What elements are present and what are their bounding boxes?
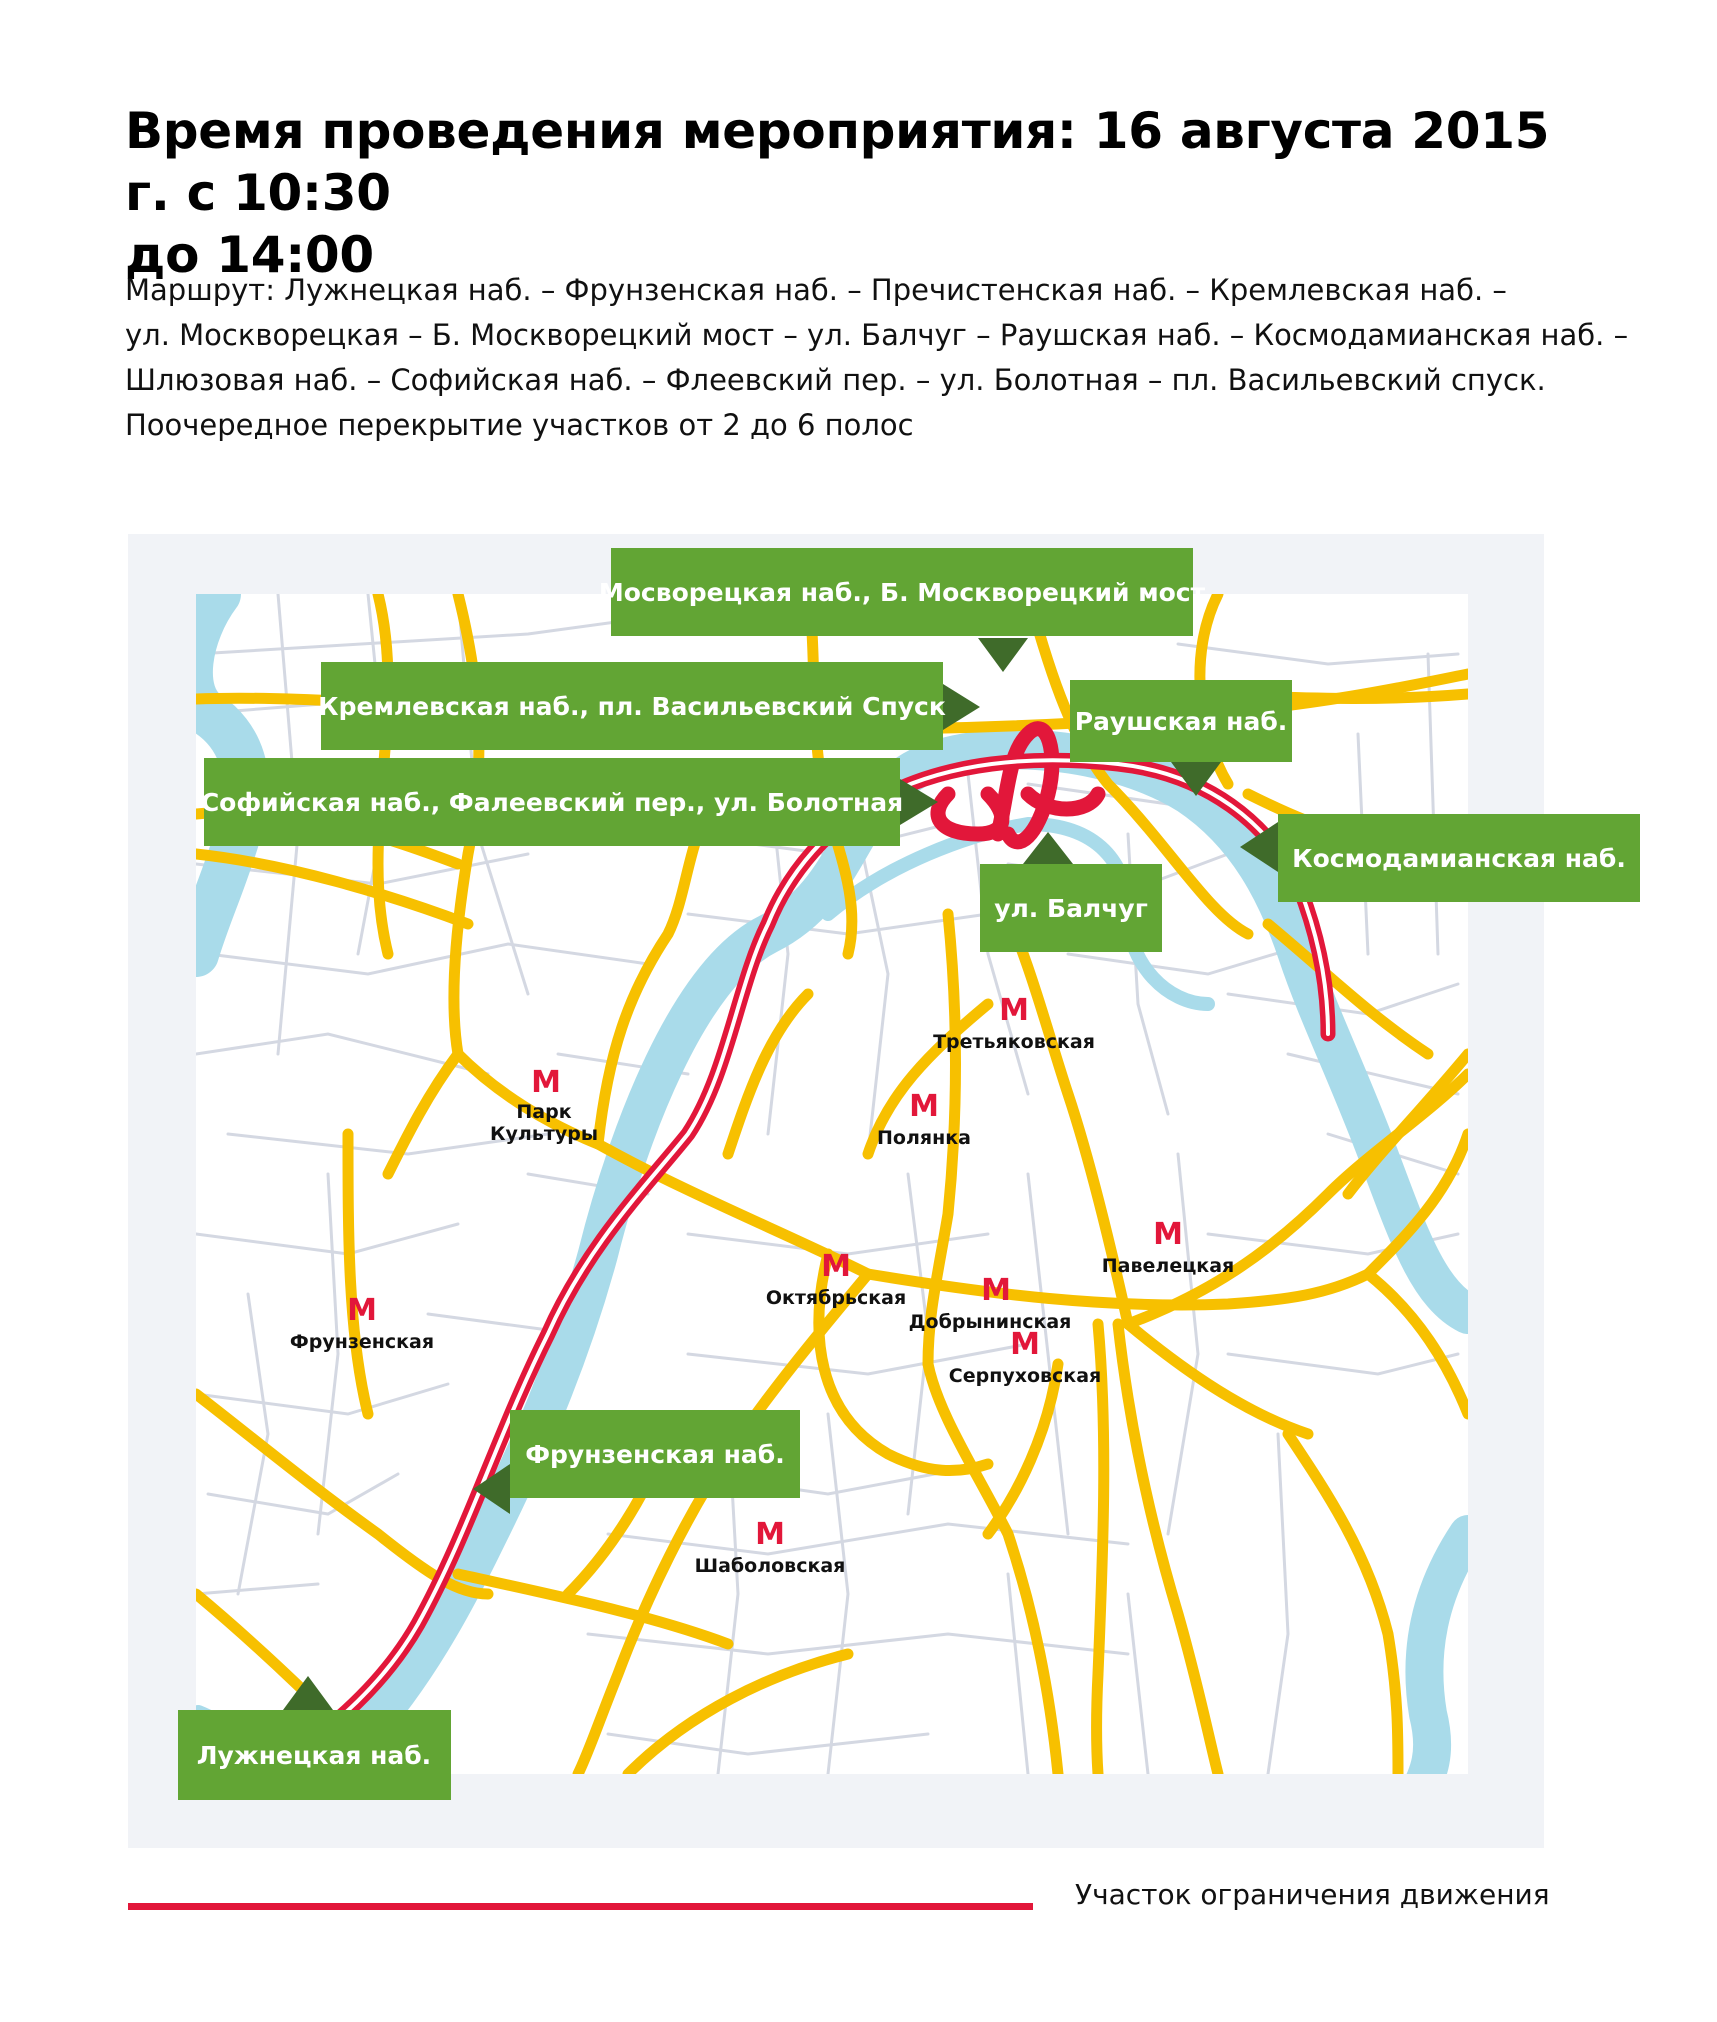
station-label: Фрунзенская <box>289 1331 435 1353</box>
station-label: Октябрьская <box>765 1287 907 1309</box>
label-raushskaya: Раушская наб. <box>1074 707 1288 736</box>
label-kosmodamianskaya: Космодамианская наб. <box>1292 844 1626 873</box>
label-mosvoretskaya: Мосворецкая наб., Б. Москворецкий мост <box>598 578 1206 607</box>
route-map <box>128 534 1626 1848</box>
route-description <box>125 268 1685 448</box>
station-label: Полянка <box>877 1127 971 1149</box>
station-label: Добрынинская <box>908 1311 1072 1333</box>
title-line-1: Время проведения мероприятия: 16 августа 2015 г. с 10:30 <box>125 102 1550 222</box>
title-line-2: до 14:00 <box>125 226 374 284</box>
route-line-4: Поочередное перекрытие участков от 2 до 6 полос <box>125 408 914 442</box>
station-label: Павелецкая <box>1101 1255 1235 1277</box>
metro-icon: М <box>755 1517 785 1552</box>
metro-icon: М <box>1010 1327 1040 1362</box>
metro-icon: М <box>999 993 1029 1028</box>
map-canvas <box>128 534 1626 1848</box>
metro-icon: М <box>981 1273 1011 1308</box>
legend-route-line <box>128 1903 1033 1910</box>
station-label: Третьяковская <box>933 1031 1095 1053</box>
legend-label: Участок ограничения движения <box>1075 1878 1550 1911</box>
metro-icon: М <box>909 1089 939 1124</box>
station-label: Серпуховская <box>948 1365 1102 1387</box>
metro-icon: М <box>1153 1217 1183 1252</box>
route-line-3: Шлюзовая наб. – Софийская наб. – Флеевский пер. – ул. Болотная – пл. Васильевский спуск. <box>125 363 1546 397</box>
page-title <box>125 100 1605 286</box>
station-label: Шаболовская <box>694 1555 846 1577</box>
label-kremlevskaya: Кремлевская наб., пл. Васильевский Спуск <box>318 692 946 721</box>
label-frunzenskaya-nab: Фрунзенская наб. <box>525 1440 785 1469</box>
label-sofiyskaya: Софийская наб., Фалеевский пер., ул. Болотная <box>200 788 904 817</box>
station-label-line2: Культуры <box>489 1123 599 1145</box>
metro-icon: М <box>531 1065 561 1100</box>
metro-icon: М <box>821 1249 851 1284</box>
route-line-2: ул. Москворецкая – Б. Москворецкий мост – ул. Балчуг – Раушская наб. – Космодамианская наб. – <box>125 318 1629 352</box>
label-luzhnetskaya: Лужнецкая наб. <box>196 1741 432 1770</box>
route-line-1: Маршрут: Лужнецкая наб. – Фрунзенская наб. – Пречистенская наб. – Кремлевская наб. – <box>125 273 1507 307</box>
metro-icon: М <box>347 1293 377 1328</box>
station-label-line1: Парк <box>516 1101 572 1123</box>
label-balchug: ул. Балчуг <box>994 894 1148 923</box>
